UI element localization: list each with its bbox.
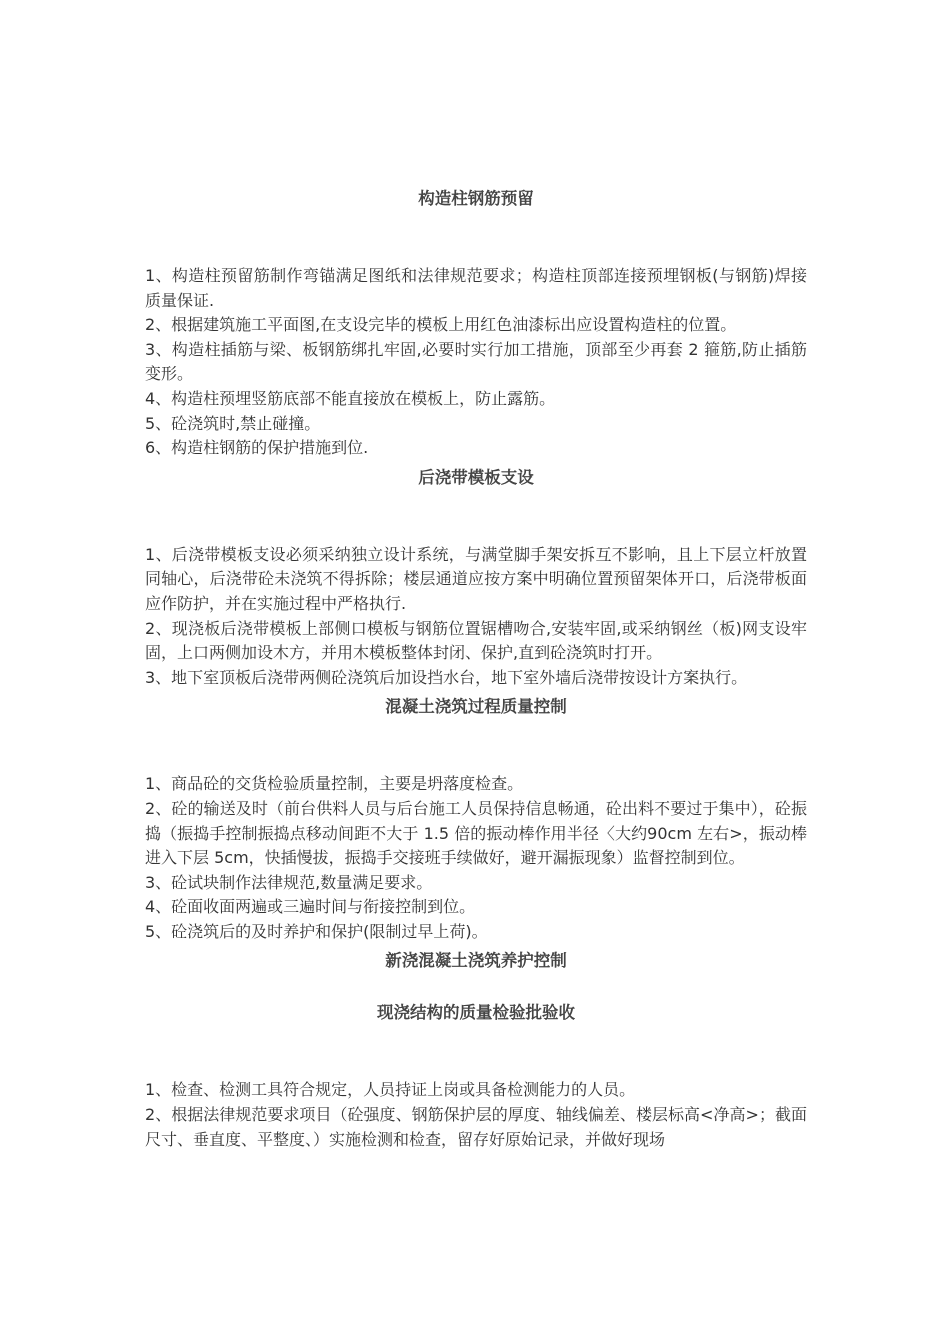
section-heading: 混凝土浇筑过程质量控制 — [385, 697, 567, 717]
section-heading: 构造柱钢筋预留 — [418, 189, 534, 208]
paragraph: 2、根据建筑施工平面图,在支设完毕的模板上用红色油漆标出应设置构造柱的位置。 — [145, 315, 737, 335]
paragraph: 1、构造柱预留筋制作弯锚满足图纸和法律规范要求；构造柱顶部连接预埋钢板(与钢筋)焊接质量保证. — [145, 266, 807, 310]
paragraph: 3、构造柱插筋与梁、板钢筋绑扎牢固,必要时实行加工措施，顶部至少再套 2 箍筋,防止插筋变形。 — [145, 339, 807, 384]
section-heading: 现浇结构的质量检验批验收 — [377, 1003, 575, 1023]
paragraph: 5、砼浇筑时,禁止碰撞。 — [145, 413, 321, 433]
paragraph: 1、商品砼的交货检验质量控制，主要是坍落度检查。 — [145, 774, 524, 794]
paragraph: 3、砼试块制作法律规范,数量满足要求。 — [145, 872, 433, 892]
document-body — [145, 186, 807, 1152]
paragraph: 1、检查、检测工具符合规定，人员持证上岗或具备检测能力的人员。 — [145, 1080, 636, 1100]
paragraph: 1、后浇带模板支设必须采纳独立设计系统，与满堂脚手架安拆互不影响，且上下层立杆放置同轴心，后浇带砼未浇筑不得拆除；楼层通道应按方案中明确位置预留架体开口，后浇带板面应作防护，并在实施过程中严格执行. — [145, 544, 807, 613]
section-heading: 后浇带模板支设 — [418, 467, 534, 487]
section-heading: 新浇混凝土浇筑养护控制 — [385, 951, 567, 971]
paragraph: 4、构造柱预埋竖筋底部不能直接放在模板上，防止露筋。 — [145, 388, 556, 408]
paragraph: 3、地下室顶板后浇带两侧砼浇筑后加设挡水台，地下室外墙后浇带按设计方案执行。 — [145, 667, 748, 687]
paragraph: 5、砼浇筑后的及时养护和保护(限制过早上荷)。 — [145, 921, 488, 941]
paragraph: 2、根据法律规范要求项目（砼强度、钢筋保护层的厚度、轴线偏差、楼层标高<净高>；截面尺寸、垂直度、平整度、）实施检测和检查，留存好原始记录，并做好现场 — [145, 1105, 807, 1149]
paragraph: 2、现浇板后浇带模板上部侧口模板与钢筋位置锯槽吻合,安装牢固,或采纳钢丝（板)网支设牢固，上口两侧加设木方，并用木模板整体封闭、保护,直到砼浇筑时打开。 — [145, 618, 807, 663]
paragraph: 6、构造柱钢筋的保护措施到位. — [145, 438, 369, 458]
paragraph: 2、砼的输送及时（前台供料人员与后台施工人员保持信息畅通，砼出料不要过于集中），砼振捣（振捣手控制振捣点移动间距不大于 1.5 倍的振动棒作用半径〈大约90cm 左右>，振动棒进入下层 5cm，快插慢拔，振捣手交接班手续做好，避开漏振现象）监督控制到位。 — [145, 798, 807, 868]
paragraph: 4、砼面收面两遍或三遍时间与衔接控制到位。 — [145, 897, 476, 917]
